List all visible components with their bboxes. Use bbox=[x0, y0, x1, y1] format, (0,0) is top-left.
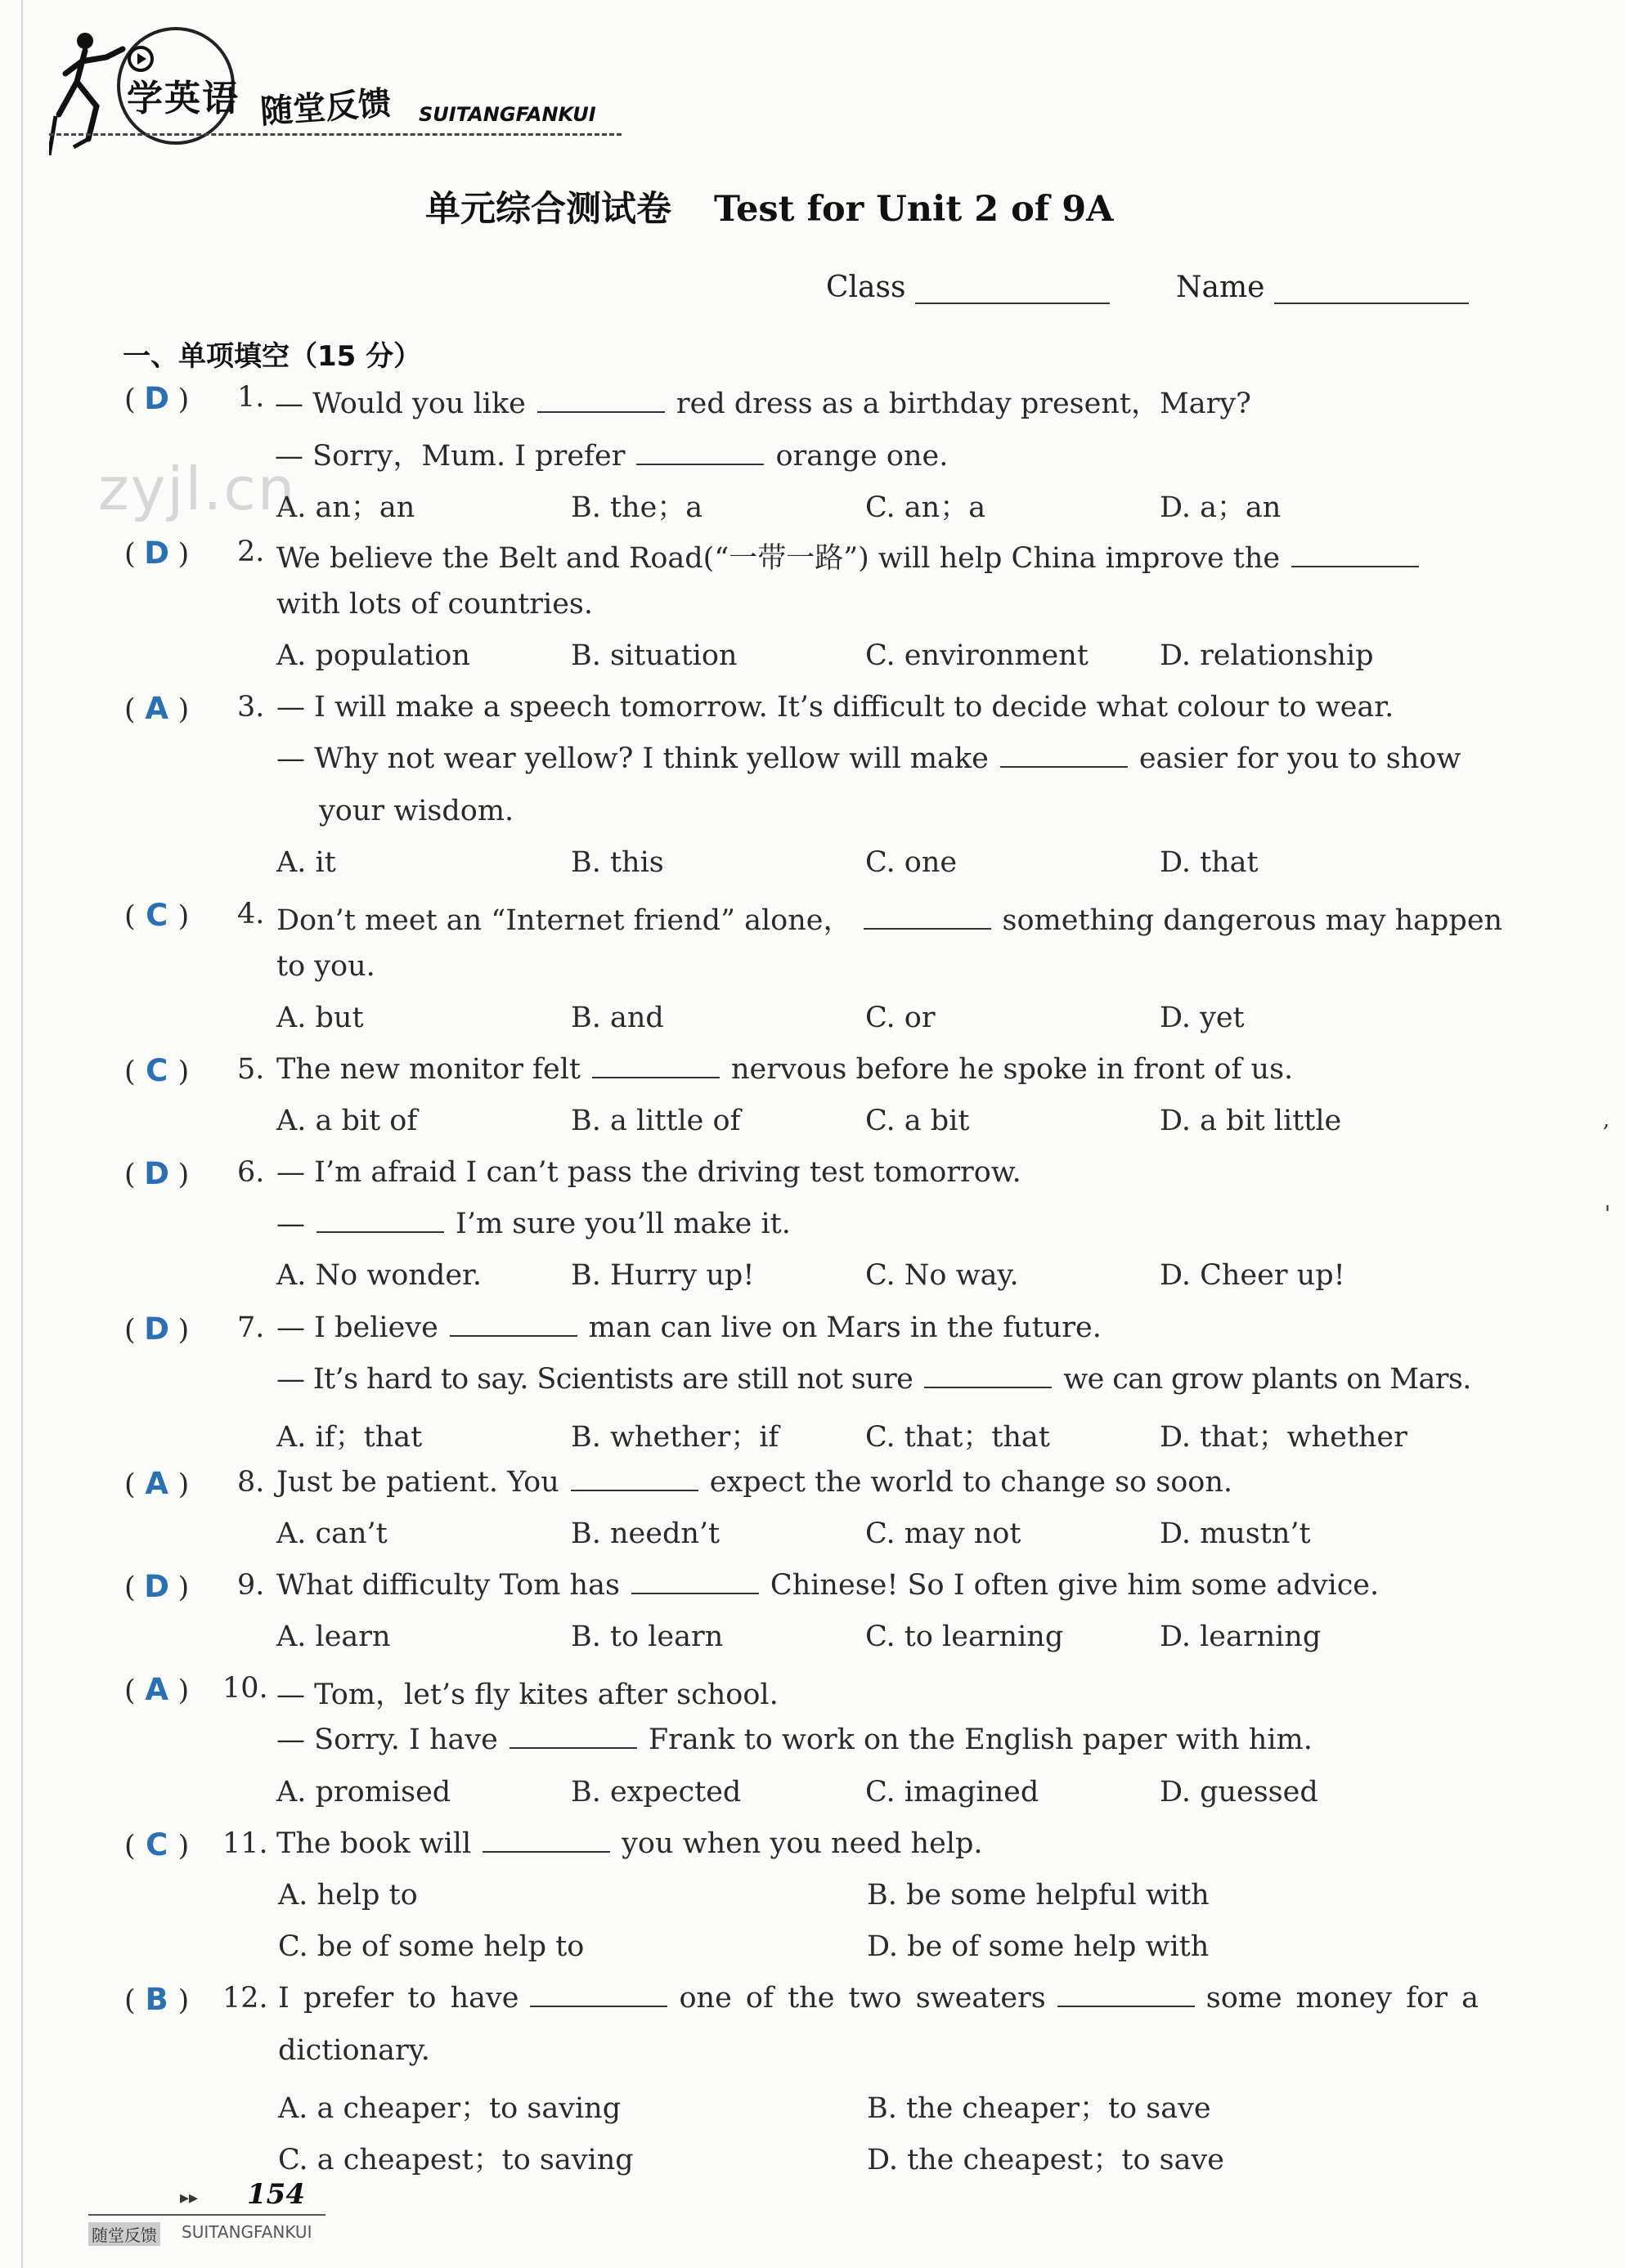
option-2d: D. relationship bbox=[1160, 639, 1374, 672]
text-segment: Chinese! So I often give him some advice. bbox=[770, 1569, 1380, 1602]
option-9c: C. to learning bbox=[865, 1620, 1064, 1653]
question-9-line-1 bbox=[276, 1569, 1379, 1602]
question-8-line-1 bbox=[276, 1466, 1232, 1499]
logo-main-text: 学英语 bbox=[127, 78, 240, 119]
title-en: Test for Unit 2 of 9A bbox=[714, 189, 1114, 230]
page-number: 154 bbox=[247, 2178, 305, 2211]
option-3d: D. that bbox=[1160, 846, 1259, 879]
question-1-line-1 bbox=[275, 381, 1251, 422]
option-8c: C. may not bbox=[865, 1517, 1021, 1550]
text-segment: What difficulty Tom has bbox=[276, 1569, 620, 1602]
blank bbox=[530, 1984, 667, 2007]
option-6d: D. Cheer up! bbox=[1160, 1259, 1345, 1292]
question-2-line-1 bbox=[276, 536, 1430, 576]
question-number-3: 3. bbox=[237, 691, 265, 724]
option-6c: C. No way. bbox=[865, 1259, 1019, 1292]
option-4d: D. yet bbox=[1160, 1002, 1245, 1034]
question-11-line-1 bbox=[276, 1827, 983, 1860]
answer-8: A bbox=[145, 1466, 168, 1501]
answer-paren-3: ( A ) bbox=[124, 691, 190, 726]
option-1c: C. an；a bbox=[865, 491, 986, 524]
option-8a: A. can’t bbox=[276, 1517, 388, 1550]
option-2c: C. environment bbox=[865, 639, 1089, 672]
text-segment: — bbox=[276, 1208, 305, 1240]
logo-en-text: SUITANGFANKUI bbox=[419, 103, 596, 126]
question-10-line-1: — Tom，let’s fly kites after school. bbox=[276, 1679, 779, 1711]
option-10c: C. imagined bbox=[865, 1776, 1039, 1809]
answer-9: D bbox=[144, 1569, 170, 1604]
text-segment: The book will bbox=[276, 1827, 472, 1860]
answer-paren-6: ( D ) bbox=[124, 1156, 190, 1191]
option-9a: A. learn bbox=[276, 1620, 391, 1653]
option-1a: A. an；an bbox=[276, 491, 415, 524]
option-11b: B. be some helpful with bbox=[867, 1879, 1210, 1912]
question-12-line-1 bbox=[278, 1982, 1479, 2015]
blank bbox=[1000, 745, 1128, 768]
option-8d: D. mustn’t bbox=[1160, 1517, 1311, 1550]
question-2-line-2: with lots of countries. bbox=[276, 588, 593, 621]
question-number-9: 9. bbox=[237, 1569, 265, 1602]
option-12d: D. the cheapest；to save bbox=[867, 2144, 1224, 2176]
option-11c: C. be of some help to bbox=[278, 1930, 585, 1963]
name-input-line[interactable] bbox=[1274, 270, 1469, 304]
text-segment: Don’t meet an “Internet friend” alone， bbox=[276, 904, 852, 937]
question-5-line-1 bbox=[276, 1053, 1293, 1086]
question-7-line-1 bbox=[276, 1311, 1102, 1344]
option-2a: A. population bbox=[276, 639, 470, 672]
text-segment: — I believe bbox=[276, 1311, 438, 1344]
option-6a: A. No wonder. bbox=[276, 1259, 483, 1292]
answer-5: C bbox=[146, 1053, 168, 1088]
question-3-line-3: your wisdom. bbox=[319, 795, 514, 827]
text-segment: — It’s hard to say. Scientists are still not sure bbox=[276, 1363, 914, 1396]
text-segment: — Sorry，Mum. I prefer bbox=[275, 440, 626, 473]
option-5a: A. a bit of bbox=[276, 1105, 418, 1137]
text-segment: I’m sure you’ll make it. bbox=[456, 1208, 791, 1240]
blank bbox=[1057, 1984, 1195, 2007]
blank bbox=[509, 1726, 637, 1749]
question-number-1: 1. bbox=[237, 381, 265, 414]
answer-paren-2: ( D ) bbox=[124, 536, 190, 571]
answer-paren-11: ( C ) bbox=[124, 1827, 190, 1862]
title-cn: 单元综合测试卷 bbox=[425, 189, 671, 230]
blank bbox=[571, 1468, 698, 1491]
option-2b: B. situation bbox=[571, 639, 738, 672]
option-12a: A. a cheaper；to saving bbox=[278, 2092, 622, 2125]
text-segment: expect the world to change so soon. bbox=[709, 1466, 1233, 1499]
option-11a: A. help to bbox=[278, 1879, 418, 1912]
footer-tag-en: SUITANGFANKUI bbox=[182, 2222, 312, 2242]
logo-dashed-line bbox=[49, 133, 622, 136]
answer-3: A bbox=[145, 691, 168, 726]
question-4-line-2: to you. bbox=[276, 950, 375, 983]
section-heading: 一、单项填空（15 分） bbox=[123, 340, 422, 373]
text-segment: some money for a bbox=[1205, 1982, 1479, 2015]
question-12-line-2: dictionary. bbox=[278, 2034, 430, 2067]
question-number-7: 7. bbox=[237, 1311, 265, 1344]
text-segment: we can grow plants on Mars. bbox=[1063, 1363, 1471, 1396]
text-segment: I prefer to have bbox=[278, 1982, 519, 2015]
option-12b: B. the cheaper；to save bbox=[867, 2092, 1211, 2125]
answer-2: D bbox=[144, 536, 170, 571]
answer-paren-1: ( D ) bbox=[124, 381, 190, 416]
question-number-10: 10. bbox=[222, 1672, 268, 1705]
class-input-line[interactable] bbox=[915, 270, 1110, 304]
question-1-line-2 bbox=[275, 433, 948, 474]
question-number-6: 6. bbox=[237, 1156, 265, 1189]
blank bbox=[483, 1830, 610, 1853]
option-7c: C. that；that bbox=[865, 1421, 1050, 1454]
text-segment: nervous before he spoke in front of us. bbox=[730, 1053, 1294, 1086]
question-4-line-1 bbox=[276, 898, 1502, 939]
option-6b: B. Hurry up! bbox=[571, 1259, 755, 1292]
text-segment: something dangerous may happen bbox=[1002, 904, 1503, 937]
text-segment: one of the two sweaters bbox=[679, 1982, 1046, 2015]
answer-11: C bbox=[146, 1827, 168, 1862]
page-title bbox=[425, 182, 1114, 231]
logo-sub-text: 随堂反馈 bbox=[258, 84, 393, 132]
option-9b: B. to learn bbox=[571, 1620, 724, 1653]
name-label: Name bbox=[1176, 271, 1265, 304]
text-segment: easier for you to show bbox=[1138, 742, 1461, 775]
text-segment: Just be patient. You bbox=[276, 1466, 559, 1499]
blank bbox=[864, 907, 991, 930]
option-8b: B. needn’t bbox=[571, 1517, 720, 1550]
question-number-4: 4. bbox=[237, 898, 265, 930]
text-segment: red dress as a birthday present，Mary? bbox=[676, 388, 1251, 420]
text-segment: — Would you like bbox=[275, 388, 526, 420]
answer-1: D bbox=[144, 381, 170, 416]
answer-12: B bbox=[145, 1982, 168, 2017]
question-3-line-2 bbox=[276, 742, 1461, 775]
option-10a: A. promised bbox=[276, 1776, 451, 1809]
class-field bbox=[826, 270, 1110, 304]
question-6-line-1: — I’m afraid I can’t pass the driving test tomorrow. bbox=[276, 1156, 1021, 1189]
text-segment: Frank to work on the English paper with him. bbox=[648, 1723, 1313, 1756]
question-number-12: 12. bbox=[222, 1982, 268, 2015]
blank bbox=[592, 1056, 720, 1078]
question-number-2: 2. bbox=[237, 536, 265, 568]
text-segment: you when you need help. bbox=[622, 1827, 983, 1860]
text-segment: man can live on Mars in the future. bbox=[588, 1311, 1102, 1344]
blank bbox=[450, 1314, 577, 1337]
answer-paren-5: ( C ) bbox=[124, 1053, 190, 1088]
option-7a: A. if；that bbox=[276, 1421, 423, 1454]
question-number-11: 11. bbox=[222, 1827, 268, 1860]
question-10-line-2 bbox=[276, 1723, 1313, 1756]
answer-6: D bbox=[144, 1156, 170, 1191]
text-segment: The new monitor felt bbox=[276, 1053, 581, 1086]
blank bbox=[924, 1365, 1052, 1388]
option-5d: D. a bit little bbox=[1160, 1105, 1342, 1137]
option-4c: C. or bbox=[865, 1002, 936, 1034]
blank bbox=[1291, 545, 1419, 567]
blank bbox=[316, 1210, 444, 1233]
text-segment: — Sorry. I have bbox=[276, 1723, 498, 1756]
question-number-5: 5. bbox=[237, 1053, 265, 1086]
question-7-line-2 bbox=[276, 1363, 1471, 1396]
option-9d: D. learning bbox=[1160, 1620, 1322, 1653]
option-7b: B. whether；if bbox=[571, 1421, 779, 1454]
option-7d: D. that；whether bbox=[1160, 1421, 1407, 1454]
question-6-line-2 bbox=[276, 1208, 791, 1240]
option-10b: B. expected bbox=[571, 1776, 742, 1809]
answer-paren-10: ( A ) bbox=[124, 1672, 190, 1707]
option-4a: A. but bbox=[276, 1002, 364, 1034]
name-field bbox=[1176, 270, 1469, 304]
question-3-line-1: — I will make a speech tomorrow. It’s difficult to decide what colour to wear. bbox=[276, 691, 1394, 724]
option-5c: C. a bit bbox=[865, 1105, 970, 1137]
footer-arrows-icon: ▸▸ bbox=[180, 2188, 199, 2208]
option-1b: B. the；a bbox=[571, 491, 703, 524]
answer-4: C bbox=[146, 898, 168, 933]
option-4b: B. and bbox=[571, 1002, 664, 1034]
answer-paren-4: ( C ) bbox=[124, 898, 190, 933]
option-3c: C. one bbox=[865, 846, 958, 879]
margin-tick: ' bbox=[1605, 1202, 1611, 1226]
option-3b: B. this bbox=[571, 846, 664, 879]
footer-divider bbox=[88, 2214, 325, 2216]
option-1d: D. a；an bbox=[1160, 491, 1282, 524]
margin-tick: , bbox=[1603, 1108, 1610, 1132]
answer-paren-8: ( A ) bbox=[124, 1466, 190, 1501]
text-segment: We believe the Belt and Road(“一带一路”) will help China improve the bbox=[276, 542, 1281, 575]
question-number-8: 8. bbox=[237, 1466, 265, 1499]
blank bbox=[537, 390, 665, 413]
text-segment: — Why not wear yellow? I think yellow will make bbox=[276, 742, 989, 775]
answer-7: D bbox=[144, 1311, 170, 1347]
answer-paren-7: ( D ) bbox=[124, 1311, 190, 1347]
option-5b: B. a little of bbox=[571, 1105, 741, 1137]
page-edge bbox=[21, 0, 23, 2268]
answer-10: A bbox=[145, 1672, 168, 1707]
option-10d: D. guessed bbox=[1160, 1776, 1318, 1809]
option-3a: A. it bbox=[276, 846, 336, 879]
class-label: Class bbox=[826, 271, 906, 304]
answer-paren-12: ( B ) bbox=[124, 1982, 190, 2017]
answer-paren-9: ( D ) bbox=[124, 1569, 190, 1604]
footer-tag: 随堂反馈 bbox=[88, 2222, 160, 2246]
watermark: zyjl.cn bbox=[98, 455, 297, 523]
blank bbox=[636, 442, 764, 465]
text-segment: orange one. bbox=[775, 440, 949, 473]
option-12c: C. a cheapest；to saving bbox=[278, 2144, 634, 2176]
option-11d: D. be of some help with bbox=[867, 1930, 1210, 1963]
blank bbox=[631, 1571, 759, 1594]
